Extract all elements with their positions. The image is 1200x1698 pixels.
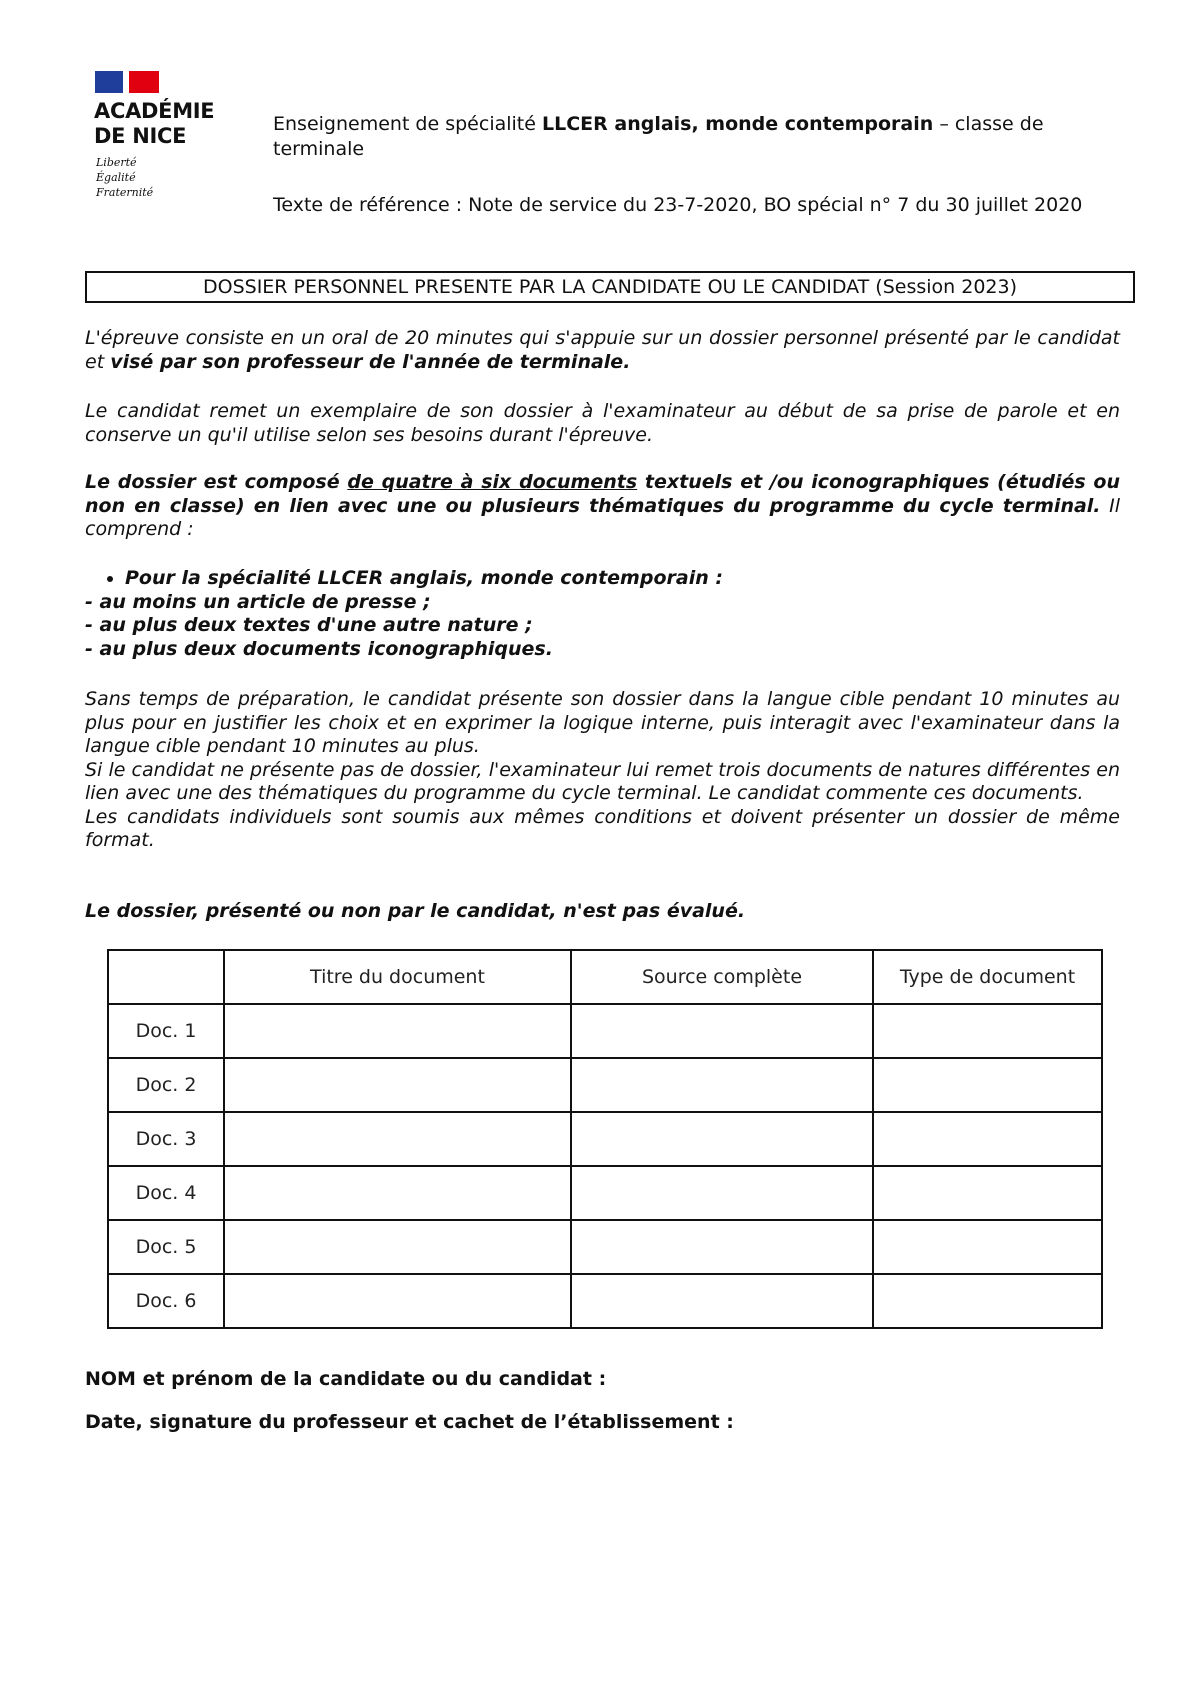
cell-source[interactable] bbox=[571, 1166, 873, 1220]
header-type: Type de document bbox=[873, 950, 1102, 1004]
logo-motto bbox=[96, 155, 153, 200]
table-header-row bbox=[108, 950, 1102, 1004]
p6: Les candidats individuels sont soumis aux mêmes conditions et doivent présenter un dossier de même format. bbox=[85, 805, 1120, 851]
row-label: Doc. 5 bbox=[108, 1220, 224, 1274]
header-title: Titre du document bbox=[224, 950, 571, 1004]
header-cell-empty bbox=[108, 950, 224, 1004]
cell-type[interactable] bbox=[873, 1112, 1102, 1166]
list-item: - au moins un article de presse ; bbox=[85, 590, 431, 613]
p1-end: . bbox=[623, 350, 631, 373]
documents-table bbox=[107, 949, 1103, 1329]
republic-flag-logo bbox=[95, 71, 159, 93]
row-label: Doc. 1 bbox=[108, 1004, 224, 1058]
table-row bbox=[108, 1058, 1102, 1112]
header-suffix: – classe de terminale bbox=[273, 113, 1044, 160]
row-label: Doc. 3 bbox=[108, 1112, 224, 1166]
cell-title[interactable] bbox=[224, 1004, 571, 1058]
signature-label: Date, signature du professeur et cachet de l’établissement : bbox=[85, 1411, 734, 1433]
list-item: - au plus deux textes d'une autre nature ; bbox=[85, 614, 533, 636]
p5: Si le candidat ne présente pas de dossier, l'examinateur lui remet trois documents de natures différentes en lien avec une des thématiques du programme du cycle terminal. Le candidat commente ces documents. bbox=[85, 758, 1120, 804]
table-row bbox=[108, 1274, 1102, 1328]
cell-title[interactable] bbox=[224, 1058, 571, 1112]
header-prefix: Enseignement de spécialité bbox=[273, 113, 542, 135]
table-row bbox=[108, 1166, 1102, 1220]
cell-type[interactable] bbox=[873, 1004, 1102, 1058]
cell-title[interactable] bbox=[224, 1112, 571, 1166]
paragraph-1 bbox=[85, 327, 1120, 374]
cell-title[interactable] bbox=[224, 1274, 571, 1328]
bullet-item: • Pour la spécialité LLCER anglais, monde contemporain : bbox=[125, 567, 1120, 591]
cell-source[interactable] bbox=[571, 1274, 873, 1328]
cell-type[interactable] bbox=[873, 1058, 1102, 1112]
cell-type[interactable] bbox=[873, 1220, 1102, 1274]
cell-type[interactable] bbox=[873, 1274, 1102, 1328]
header-source: Source complète bbox=[571, 950, 873, 1004]
row-label: Doc. 4 bbox=[108, 1166, 224, 1220]
table-row bbox=[108, 1004, 1102, 1058]
cell-title[interactable] bbox=[224, 1220, 571, 1274]
p3-underlined: de quatre à six documents bbox=[347, 471, 638, 493]
motto-fraternite: Fraternité bbox=[96, 186, 154, 199]
table-row bbox=[108, 1220, 1102, 1274]
requirements-list bbox=[85, 567, 1120, 661]
logo-line2: DE NICE bbox=[94, 124, 187, 148]
document-title: DOSSIER PERSONNEL PRESENTE PAR LA CANDIDATE OU LE CANDIDAT (Session 2023) bbox=[85, 271, 1135, 303]
p3-b: textuels et /ou iconographiques (étudiés ou non en classe) en lien avec une ou plusieurs thématiques du programme du cycle terminal. bbox=[85, 471, 1120, 517]
p4: Sans temps de préparation, le candidat présente son dossier dans la langue cible pendant 10 minutes au plus pour en justifier les choix et en exprimer la logique interne, puis interagit avec l'examinateur dans la langue cible pendant 10 minutes au plus. bbox=[85, 688, 1120, 757]
p1-text: L'épreuve consiste en un oral de 20 minutes qui s'appuie sur un dossier personnel présenté par le candidat et bbox=[85, 327, 1120, 373]
cell-source[interactable] bbox=[571, 1058, 873, 1112]
motto-egalite: Égalité bbox=[96, 171, 136, 184]
p3-c: Il comprend : bbox=[85, 494, 1121, 540]
p3-a: Le dossier est composé bbox=[85, 471, 348, 493]
candidate-name-label: NOM et prénom de la candidate ou du candidat : bbox=[85, 1368, 607, 1390]
row-label: Doc. 6 bbox=[108, 1274, 224, 1328]
logo-line1: ACADÉMIE bbox=[94, 99, 215, 123]
cell-source[interactable] bbox=[571, 1112, 873, 1166]
list-item: - au plus deux documents iconographiques. bbox=[85, 637, 553, 660]
academy-logo-text bbox=[94, 99, 214, 149]
motto-liberte: Liberté bbox=[96, 156, 137, 169]
paragraph-4 bbox=[85, 688, 1120, 853]
cell-source[interactable] bbox=[571, 1220, 873, 1274]
paragraph-3 bbox=[85, 471, 1120, 542]
row-label: Doc. 2 bbox=[108, 1058, 224, 1112]
cell-source[interactable] bbox=[571, 1004, 873, 1058]
cell-type[interactable] bbox=[873, 1166, 1102, 1220]
cell-title[interactable] bbox=[224, 1166, 571, 1220]
p1-bold: visé par son professeur de l'année de terminale bbox=[110, 350, 624, 373]
paragraph-2: Le candidat remet un exemplaire de son dossier à l'examinateur au début de sa prise de parole et en conserve un qu'il utilise selon ses besoins durant l'épreuve. bbox=[85, 400, 1120, 446]
table-row bbox=[108, 1112, 1102, 1166]
course-header bbox=[273, 112, 1123, 162]
reference-text: Texte de référence : Note de service du 23-7-2020, BO spécial n° 7 du 30 juillet 2020 bbox=[273, 194, 1083, 216]
paragraph-7: Le dossier, présenté ou non par le candidat, n'est pas évalué. bbox=[85, 900, 746, 922]
header-course: LLCER anglais, monde contemporain bbox=[541, 113, 934, 135]
